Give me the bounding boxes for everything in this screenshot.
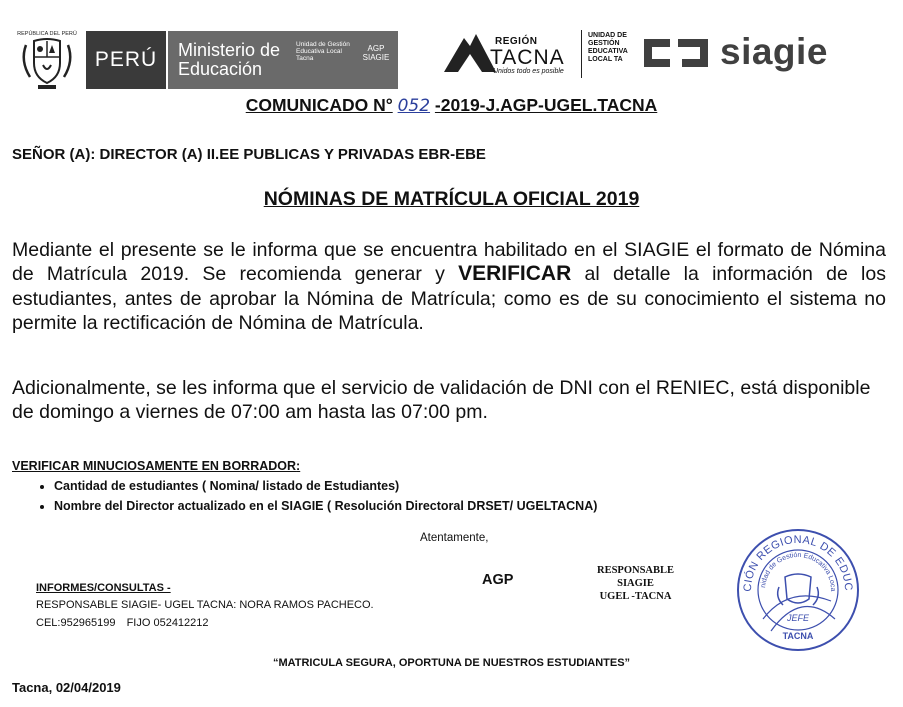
informes-phones	[36, 617, 217, 629]
comunicado-number: 052	[397, 96, 431, 116]
comunicado-prefix: COMUNICADO N°	[245, 95, 393, 115]
subject-heading: NÓMINAS DE MATRÍCULA OFICIAL 2019	[263, 188, 640, 210]
para1-emphasis: VERIFICAR	[458, 262, 572, 286]
checklist-item: • Cantidad de estudiantes ( Nomina/ listado de Estudiantes)	[54, 476, 597, 496]
stamp-center-text: JEFE	[786, 613, 810, 623]
responsable-line: RESPONSABLE	[597, 565, 675, 576]
stamp-bottom-text: TACNA	[782, 631, 814, 641]
region-slogan: Unidos todo es posible	[493, 68, 564, 75]
checklist-item: • Nombre del Director actualizado en el SIAGIE ( Resolución Directoral DRSET/ UGELTACNA)	[54, 496, 597, 516]
siagie-mark-icon	[640, 33, 712, 73]
body-paragraph-1	[12, 238, 886, 335]
comunicado-title	[0, 95, 903, 116]
region-tacna-logo	[440, 24, 650, 84]
informes-title: INFORMES/CONSULTAS -	[36, 582, 171, 594]
verify-checklist	[34, 476, 597, 516]
country-label: PERÚ	[94, 48, 158, 71]
slogan: “MATRICULA SEGURA, OPORTUNA DE NUESTROS ESTUDIANTES”	[272, 657, 631, 669]
responsable-line: SIAGIE	[617, 578, 654, 589]
siagie-wordmark: siagie	[720, 31, 828, 72]
peru-logo-box	[86, 31, 166, 89]
ministry-logo-box	[168, 31, 398, 89]
fijo-phone: FIJO 052412212	[126, 617, 209, 629]
signer-short: AGP	[482, 572, 514, 588]
body-paragraph-2: Adicionalmente, se les informa que el servicio de validación de DNI con el RENIEC, está disponible de domingo a viernes de 07:00 am hasta las 07:00 pm.	[12, 377, 871, 424]
verify-heading: VERIFICAR MINUCIOSAMENTE EN BORRADOR:	[12, 459, 301, 473]
cel-phone: CEL:952965199	[36, 617, 116, 629]
region-name: TACNA	[490, 46, 565, 69]
closing: Atentamente,	[420, 532, 489, 544]
addressee: SEÑOR (A): DIRECTOR (A) II.EE PUBLICAS Y PRIVADAS EBR-EBE	[12, 146, 486, 163]
para1-end: al detalle la información de los estudiantes, antes de aprobar la Nómina de Matrícula; como es de su conocimiento el sistema no permite la rectificación de Nómina de Matrícula.	[12, 263, 886, 334]
siagie-logo	[640, 29, 880, 75]
official-stamp	[735, 527, 861, 653]
coat-caption: REPÚBLICA DEL PERÚ	[17, 31, 77, 37]
region-label: REGIÓN	[495, 36, 538, 47]
stamp-ring-text: CIÓN REGIONAL DE EDUC	[741, 533, 855, 592]
responsable-line: UGEL -TACNA	[599, 591, 672, 602]
stamp-inner-text: nidad de Gestión Educativa Loca	[760, 551, 837, 592]
coat-of-arms-logo	[14, 27, 80, 93]
ministry-unit-short: AGP SIAGIE	[362, 44, 390, 62]
responsable-block	[597, 564, 674, 603]
comunicado-suffix: -2019-J.AGP-UGEL.TACNA	[434, 95, 658, 115]
para1-start: Mediante el presente se le informa que se encuentra habilitado en el SIAGIE el formato de Nómina de Matrícula 2019. Se recomienda generar y	[12, 239, 886, 286]
ministry-name: Ministerio de Educación	[178, 40, 281, 79]
document-date: Tacna, 02/04/2019	[12, 680, 121, 695]
region-unit: UNIDAD DE GESTIÓN EDUCATIVA LOCAL TA	[588, 32, 628, 63]
region-divider	[581, 30, 582, 78]
informes-contact: RESPONSABLE SIAGIE- UGEL TACNA: NORA RAMOS PACHECO.	[36, 599, 374, 611]
ministry-unit: Unidad de Gestión Educativa Local Tacna	[296, 41, 350, 62]
